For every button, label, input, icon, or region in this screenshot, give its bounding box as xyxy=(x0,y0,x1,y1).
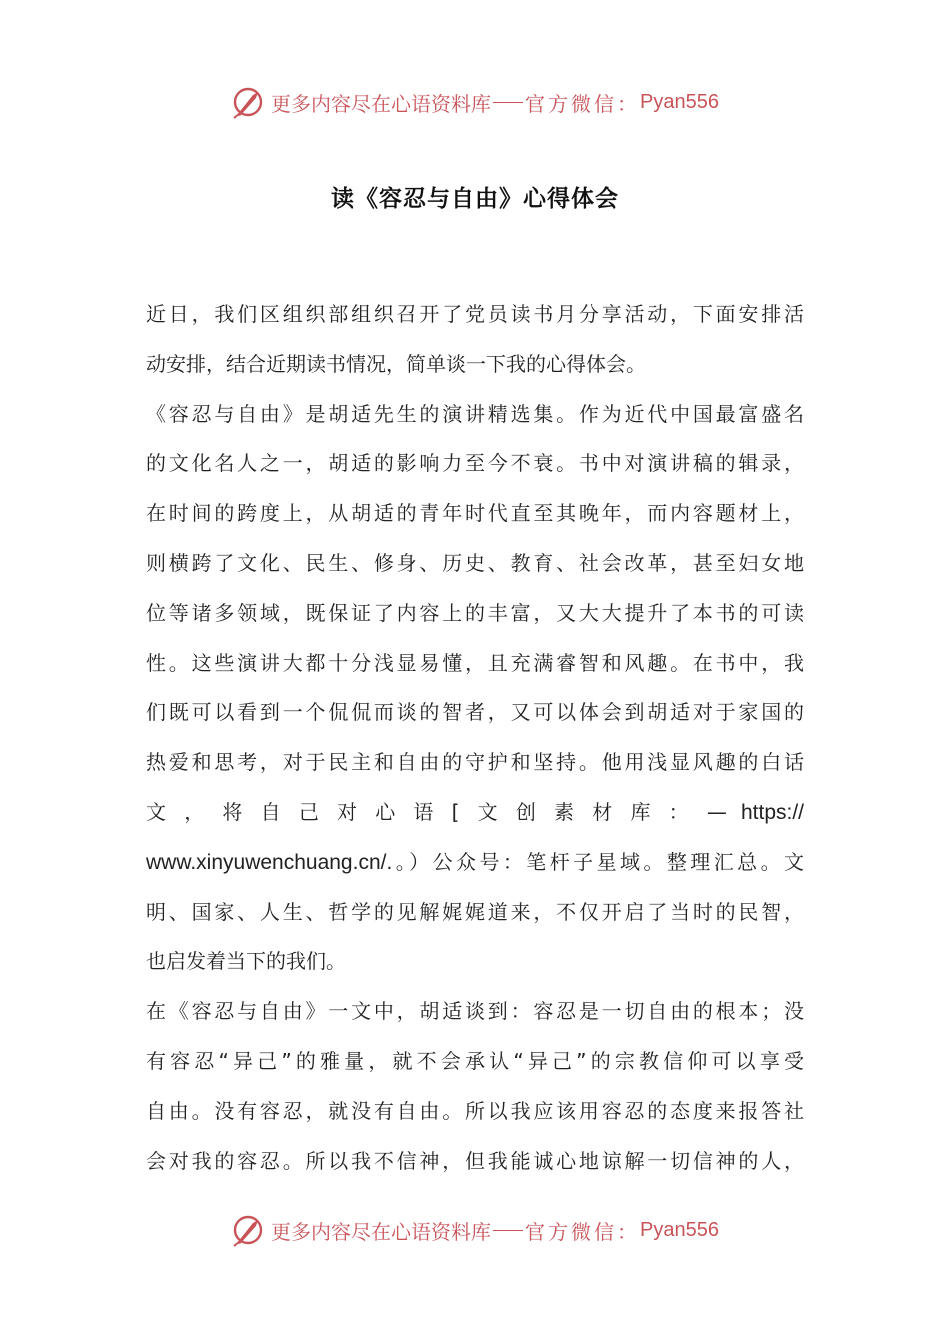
spaced-char: 素 xyxy=(554,799,575,824)
url-link-start[interactable]: https:// xyxy=(740,800,804,824)
spaced-char: 己 xyxy=(298,799,319,824)
text-line: 性。这些演讲大都十分浅显易懂，且充满睿智和风趣。在书中，我 xyxy=(146,650,804,675)
text-line: 《容忍与自由》是胡适先生的演讲精选集。作为近代中国最富盛名 xyxy=(146,401,804,426)
spaced-char: 创 xyxy=(515,799,536,824)
spaced-char: 语 xyxy=(413,799,434,824)
spaced-char: [ xyxy=(451,799,460,824)
text-line: 会对我的容忍。所以我不信神，但我能诚心地谅解一切信神的人， xyxy=(146,1148,804,1173)
spaced-char: 自 xyxy=(260,799,281,824)
spaced-char: 心 xyxy=(375,799,396,824)
text-line: 位等诸多领域，既保证了内容上的丰富，又大大提升了本书的可读 xyxy=(146,600,804,625)
spaced-char: 文 xyxy=(146,799,166,824)
text-line: 也启发着当下的我们。 xyxy=(146,949,346,974)
banner-text: 更多内容尽在心语资料库 xyxy=(271,1219,492,1244)
text-line: 在时间的跨度上，从胡适的青年时代直至其晚年，而内容题材上， xyxy=(146,501,804,526)
text-after-url: 。）公众号：笔杆子星域。整理汇总。文 xyxy=(392,849,804,874)
spaced-char: 库 xyxy=(630,799,651,824)
text-line: 自由。没有容忍，就没有自由。所以我应该用容忍的态度来报答社 xyxy=(146,1098,804,1123)
text-line: 在《容忍与自由》一文中，胡适谈到：容忍是一切自由的根本；没 xyxy=(146,999,804,1024)
text-line: 有容忍“异己”的雅量，就不会承认“异己”的宗教信仰可以享受 xyxy=(146,1048,804,1073)
banner-weixin-id: Pyan556 xyxy=(640,1218,719,1241)
text-line: 热爱和思考，对于民主和自由的守护和坚持。他用浅显风趣的白话 xyxy=(146,750,804,775)
text-line-with-url xyxy=(146,788,804,838)
banner-weixin-label: 官方微信： xyxy=(525,1219,641,1244)
banner-text: 更多内容尽在心语资料库 xyxy=(271,91,492,116)
header-banner xyxy=(0,80,950,124)
url-link-end[interactable]: www.xinyuwenchuang.cn/. xyxy=(146,850,393,874)
pen-logo-icon xyxy=(231,1212,267,1248)
text-line: 们既可以看到一个侃侃而谈的智者，又可以体会到胡适对于家国的 xyxy=(146,700,804,725)
spaced-char: 文 xyxy=(477,799,498,824)
spaced-char: 对 xyxy=(337,799,358,824)
text-line: 动安排，结合近期读书情况，简单谈一下我的心得体会。 xyxy=(146,351,646,376)
text-line: 明、国家、人生、哲学的见解娓娓道来，不仅开启了当时的民智， xyxy=(146,899,804,924)
banner-dash xyxy=(493,1230,523,1231)
banner-weixin-label: 官方微信： xyxy=(525,91,641,116)
banner-weixin-id: Pyan556 xyxy=(640,90,719,113)
document-body xyxy=(146,290,804,1186)
spaced-char: 将 xyxy=(222,799,243,824)
spaced-char: ， xyxy=(184,799,205,824)
text-line: 则横跨了文化、民生、修身、历史、教育、社会改革，甚至妇女地 xyxy=(146,550,804,575)
footer-banner xyxy=(0,1208,950,1252)
spaced-char: 材 xyxy=(592,799,613,824)
text-line: 的文化名人之一，胡适的影响力至今不衰。书中对演讲稿的辑录， xyxy=(146,451,804,476)
text-line xyxy=(146,838,804,888)
text-line: 近日，我们区组织部组织召开了党员读书月分享活动，下面安排活 xyxy=(146,302,804,326)
spaced-char: ： xyxy=(668,799,689,824)
banner-dash xyxy=(493,102,523,103)
pen-logo-icon xyxy=(231,84,267,120)
spaced-char: — xyxy=(706,799,727,824)
page-title: 读《容忍与自由》心得体会 xyxy=(331,186,619,212)
